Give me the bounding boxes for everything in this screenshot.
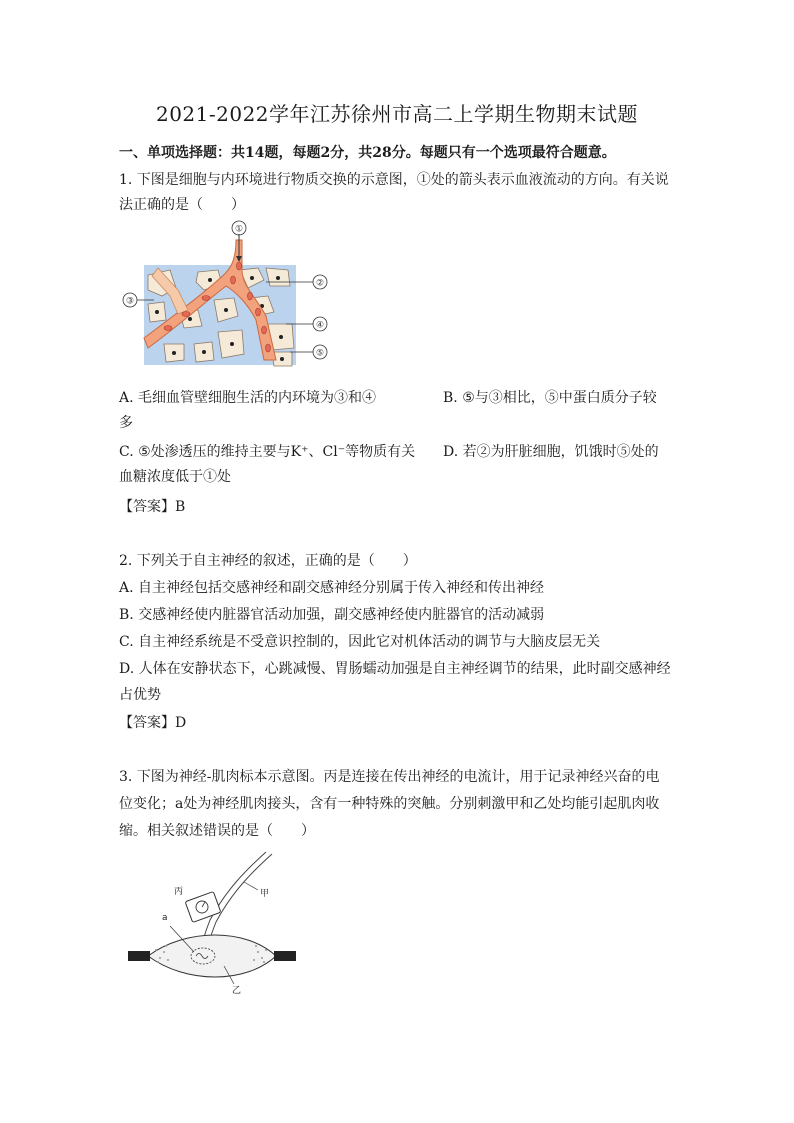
fig1-label-3: ③ [125, 296, 135, 307]
q2-option-d: D. 人体在安静状态下，心跳减慢、胃肠蠕动加强是自主神经调节的结果，此时副交感神经 [119, 661, 671, 677]
q1-option-b-cont: 多 [119, 415, 133, 431]
fig3-label-yi: 乙 [232, 986, 242, 995]
q1-option-a: A. 毛细血管壁细胞生活的内环境为③和④ [119, 390, 377, 406]
tendon-left [128, 951, 150, 961]
q3-stem-line3: 缩。相关叙述错误的是（ ） [119, 823, 315, 839]
q1-answer: 【答案】B [119, 499, 186, 515]
q1-option-b: B. ⑤与③相比，⑤中蛋白质分子较 [443, 390, 657, 406]
q1-stem-line2: 法正确的是（ ） [119, 197, 245, 213]
q1-option-d: D. 若②为肝脏细胞，饥饿时⑤处的 [443, 444, 659, 460]
q2-option-b: B. 交感神经使内脏器官活动加强，副交感神经使内脏器官的活动减弱 [119, 607, 545, 623]
tendon-right [274, 951, 296, 961]
fig1-label-2: ② [315, 278, 325, 289]
q2-answer: 【答案】D [119, 715, 187, 731]
fig1-label-5: ⑤ [315, 348, 325, 359]
q1-stem-line1: 1. 下图是细胞与内环境进行物质交换的示意图，①处的箭头表示血液流动的方向。有关说 [119, 172, 669, 188]
page-title: 2021-2022学年江苏徐州市高二上学期生物期末试题 [155, 102, 639, 126]
fig1-label-1: ① [234, 224, 244, 235]
q3-stem-line2: 位变化；a处为神经肌肉接头，含有一种特殊的突触。分别刺激甲和乙处均能引起肌肉收 [119, 796, 660, 812]
fig1-label-4: ④ [315, 320, 325, 331]
q3-stem-line1: 3. 下图为神经-肌肉标本示意图。丙是连接在传出神经的电流计，用于记录神经兴奋的电 [119, 769, 660, 785]
q1-option-d-cont: 血糖浓度低于①处 [119, 469, 231, 485]
q1-figure-cell-exchange [118, 220, 343, 380]
q2-option-a: A. 自主神经包括交感神经和副交感神经分别属于传入神经和传出神经 [119, 580, 545, 596]
muscle [148, 935, 276, 977]
q1-option-c: C. ⑤处渗透压的维持主要与K⁺、Cl⁻等物质有关 [119, 444, 416, 460]
fig3-label-bing: 丙 [174, 887, 184, 897]
q2-stem: 2. 下列关于自主神经的叙述，正确的是（ ） [119, 553, 417, 569]
q2-option-c: C. 自主神经系统是不受意识控制的，因此它对机体活动的调节与大脑皮层无关 [119, 634, 601, 650]
q2-option-d-cont: 占优势 [119, 687, 161, 703]
section-heading: 一、单项选择题：共14题，每题2分，共28分。每题只有一个选项最符合题意。 [119, 145, 616, 161]
fig3-label-jia: 甲 [260, 889, 270, 899]
fig3-label-a: a [162, 913, 168, 923]
q3-figure-nerve-muscle [126, 850, 296, 995]
